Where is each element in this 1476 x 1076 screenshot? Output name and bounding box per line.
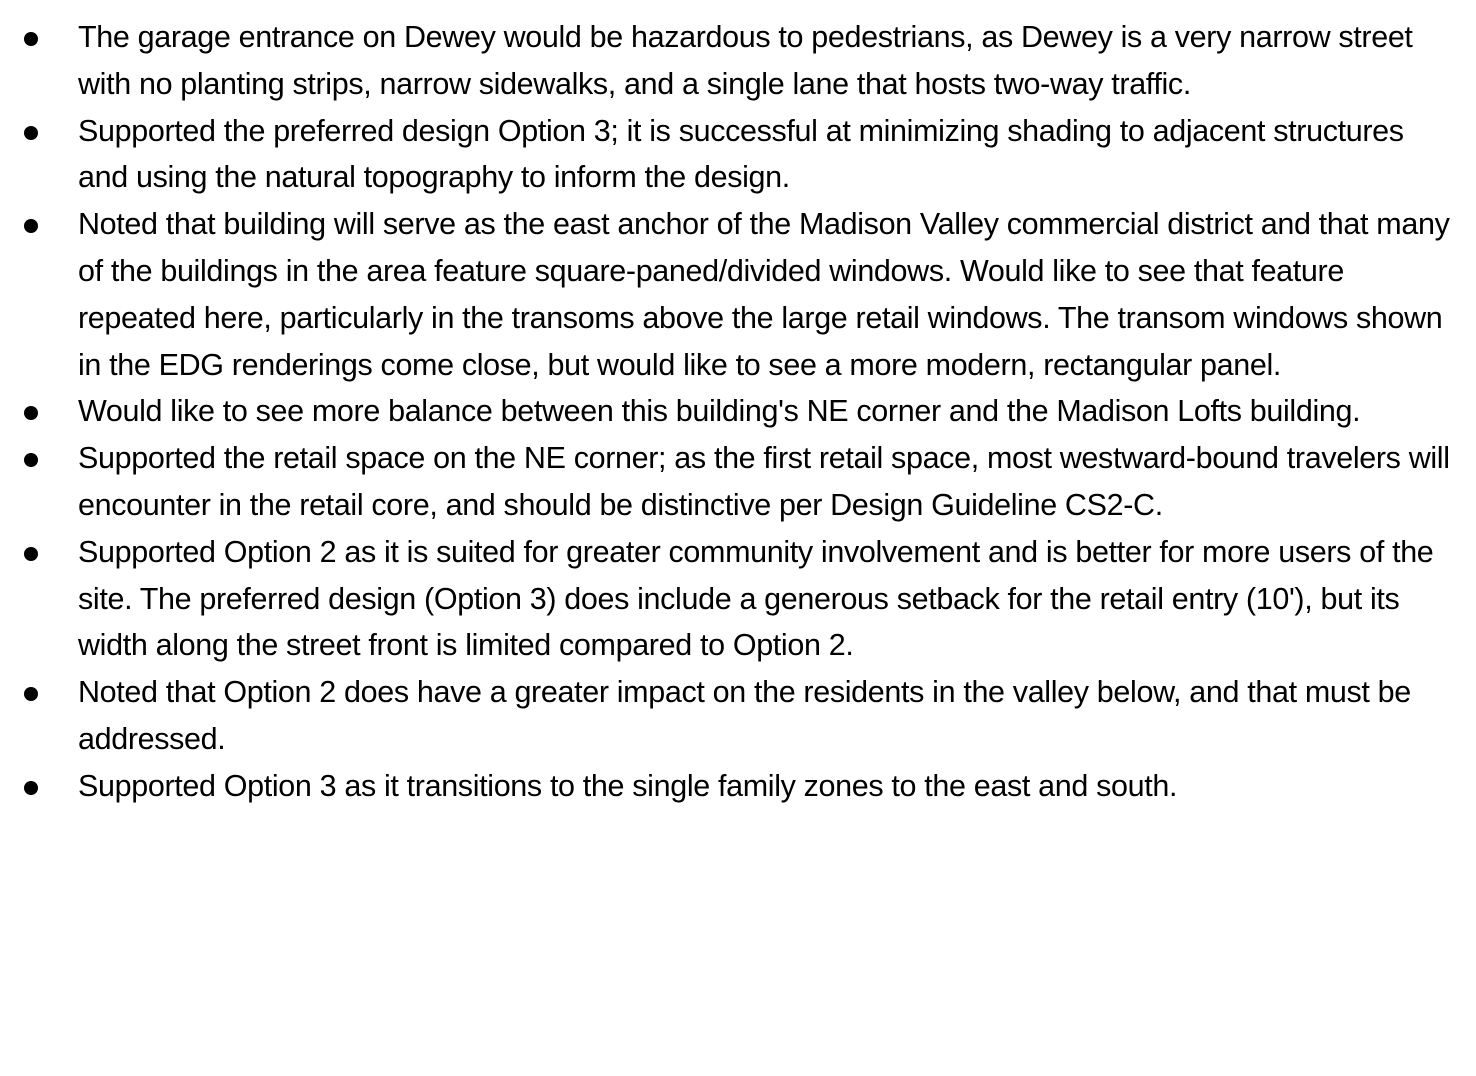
list-item <box>0 201 1476 388</box>
list-item-text: Noted that Option 2 does have a greater impact on the residents in the valley below, and that must be addressed. <box>78 675 1411 756</box>
list-item <box>0 388 1476 435</box>
list-item <box>0 435 1476 529</box>
list-item <box>0 108 1476 202</box>
list-item-text: Supported the retail space on the NE corner; as the first retail space, most westward-bound travelers will encounter in the retail core, and should be distinctive per Design Guideline CS2-C. <box>78 441 1450 522</box>
list-item-text: The garage entrance on Dewey would be hazardous to pedestrians, as Dewey is a very narrow street with no planting strips, narrow sidewalks, and a single lane that hosts two-way traffic. <box>78 20 1413 101</box>
bullet-icon <box>24 219 38 233</box>
list-item <box>0 669 1476 763</box>
list-item-text: Supported Option 3 as it transitions to the single family zones to the east and south. <box>78 768 1178 803</box>
bullet-icon <box>24 406 38 420</box>
list-item <box>0 763 1476 810</box>
list-item <box>0 14 1476 108</box>
list-item-text: Supported the preferred design Option 3; it is successful at minimizing shading to adjacent structures and using the natural topography to inform the design. <box>78 113 1404 195</box>
bullet-icon <box>24 547 38 561</box>
bullet-icon <box>24 453 38 467</box>
list-item-text: Would like to see more balance between this building's NE corner and the Madison Lofts building. <box>78 394 1361 429</box>
bullet-list <box>0 14 1476 810</box>
list-item-text: Noted that building will serve as the east anchor of the Madison Valley commercial district and that many of the buildings in the area feature square-paned/divided windows. Would like to see that feature repeated here, particularly in the transoms above the large retail windows. The transom windows shown in the EDG renderings come close, but would like to see a more modern, rectangular panel. <box>78 207 1450 382</box>
bullet-icon <box>24 781 38 795</box>
list-item-text: Supported Option 2 as it is suited for greater community involvement and is better for more users of the site. The preferred design (Option 3) does include a generous setback for the retail entry (10'), but its width along the street front is limited compared to Option 2. <box>78 534 1434 663</box>
bullet-icon <box>24 32 38 46</box>
bullet-icon <box>24 687 38 701</box>
list-item <box>0 529 1476 669</box>
bullet-icon <box>24 126 38 140</box>
document-page <box>0 14 1476 810</box>
